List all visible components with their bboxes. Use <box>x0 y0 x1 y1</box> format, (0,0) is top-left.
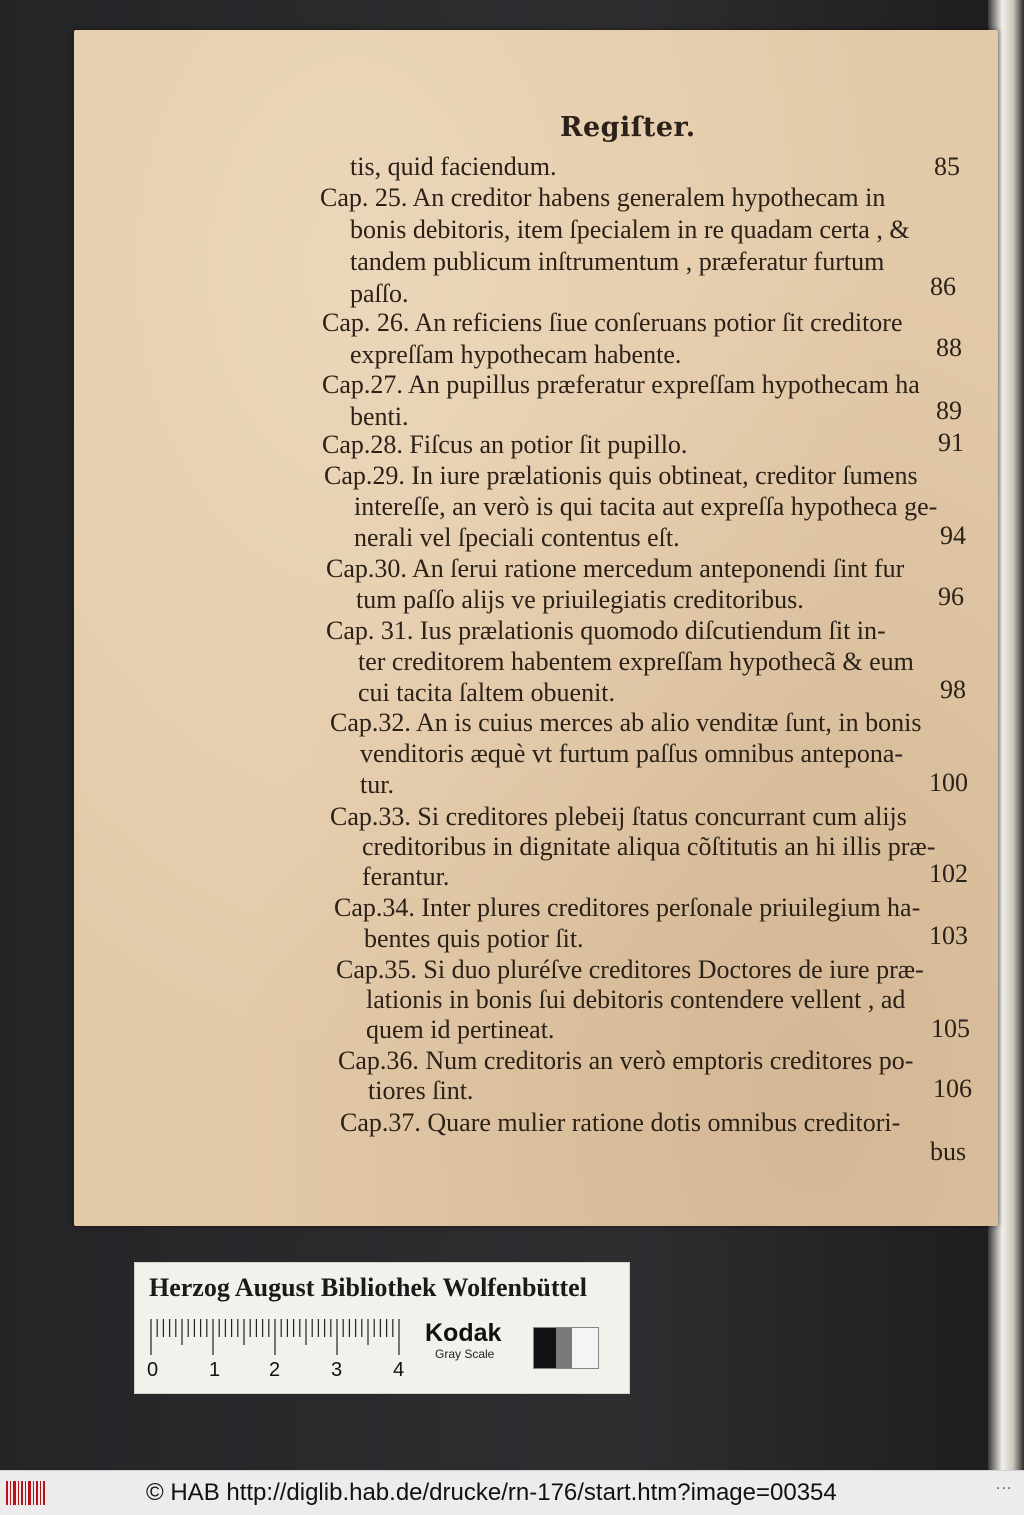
swatch-black <box>534 1328 556 1368</box>
ruler-label: 2 <box>269 1359 281 1381</box>
entry-line: nerali vel ſpeciali contentus eſt. <box>354 523 680 552</box>
gray-scale-swatches <box>533 1327 599 1369</box>
gray-scale-label: Gray Scale <box>435 1347 495 1361</box>
entry-line: Cap.29. In iure prælationis quis obtineat, creditor ſumens <box>324 461 918 490</box>
page-number: 89 <box>936 396 962 425</box>
entry-line: Cap.34. Inter plures creditores perſonale priuilegium ha- <box>334 893 921 922</box>
entry-line: ter creditorem habentem expreſſam hypothecã & eum <box>358 647 914 676</box>
entry-line: Cap.27. An pupillus præferatur expreſſam hypothecam ha <box>322 370 920 399</box>
entry-line: tiores ſint. <box>368 1076 474 1105</box>
copyright-url: © HAB http://diglib.hab.de/drucke/rn-176/start.htm?image=00354 <box>146 1479 837 1506</box>
entry-line: Cap.32. An is cuius merces ab alio venditæ ſunt, in bonis <box>330 708 922 737</box>
ruler-label: 3 <box>331 1359 343 1381</box>
entry-line: cui tacita ſaltem obuenit. <box>358 678 616 707</box>
entry-line: quem id pertineat. <box>366 1015 555 1044</box>
entry-line: Cap.30. An ſerui ratione mercedum anteponendi ſint fur <box>326 554 905 583</box>
entry-line: creditoribus in dignitate aliqua cõſtitutis an hi illis præ- <box>362 832 936 861</box>
entry-line: Cap.35. Si duo pluréſve creditores Doctores de iure præ- <box>336 955 924 984</box>
entry-line: Cap.37. Quare mulier ratione dotis omnibus creditori- <box>340 1108 901 1137</box>
page-number: 105 <box>931 1014 970 1043</box>
ruler-scale <box>149 1317 409 1357</box>
entry-line: ferantur. <box>362 862 450 891</box>
ruler-label: 1 <box>209 1359 221 1381</box>
entry-line: Cap. 31. Ius prælationis quomodo diſcutiendum ſit in- <box>326 616 886 645</box>
entry-line: Cap. 26. An reficiens ſiue conſeruans potior ſit creditore <box>322 308 903 337</box>
entry-line: Cap.33. Si creditores plebeij ſtatus concurrant cum alijs <box>330 802 907 831</box>
page-number: 102 <box>929 859 968 888</box>
entry-line: Cap. 25. An creditor habens generalem hypothecam in <box>320 183 886 212</box>
entry-line: bus <box>930 1137 967 1166</box>
kodak-logo: Kodak <box>425 1319 502 1347</box>
entry-line: bentes quis potior ſit. <box>364 924 584 953</box>
entry-line: expreſſam hypothecam habente. <box>350 340 682 369</box>
barcode-icon <box>6 1477 46 1509</box>
entry-line: tis, quid faciendum. <box>350 152 557 181</box>
swatch-gray <box>556 1328 572 1368</box>
entry-line: venditoris æquè vt furtum paſſus omnibus antepona- <box>360 739 904 768</box>
footer-bar <box>0 1470 1024 1515</box>
ruler-label: 4 <box>393 1359 405 1381</box>
entry-line: benti. <box>350 402 409 431</box>
entry-line: tum paſſo alijs ve priuilegiatis creditoribus. <box>356 585 804 614</box>
entry-line: bonis debitoris, item ſpecialem in re quadam certa , & <box>350 215 910 244</box>
entry-line: lationis in bonis ſui debitoris contendere vellent , ad <box>366 985 906 1014</box>
page-number: 103 <box>929 921 968 950</box>
library-name: Herzog August Bibliothek Wolfenbüttel <box>149 1273 587 1302</box>
page-number: 106 <box>933 1074 972 1103</box>
ruler-label: 0 <box>147 1359 159 1381</box>
swatch-white <box>572 1328 598 1368</box>
entry-line: Cap.28. Fiſcus an potior ſit pupillo. <box>322 430 688 459</box>
entry-line: Cap.36. Num creditoris an verò emptoris creditores po- <box>338 1046 914 1075</box>
page-number: 100 <box>929 768 968 797</box>
entry-line: tur. <box>360 770 394 799</box>
page-number: 88 <box>936 333 962 362</box>
page-header: Regiſter. <box>560 112 696 143</box>
entry-line: paſſo. <box>350 279 409 308</box>
page-number: 85 <box>934 152 960 181</box>
page-number: 98 <box>940 675 966 704</box>
page-number: 91 <box>938 428 964 457</box>
entry-line: tandem publicum inſtrumentum , præferatur furtum <box>350 247 885 276</box>
page-number: 96 <box>938 582 964 611</box>
library-label-card <box>134 1262 630 1394</box>
page-number: 86 <box>930 272 956 301</box>
more-dots-icon: ··· <box>996 1481 1013 1497</box>
page-number: 94 <box>940 521 966 550</box>
entry-line: intereſſe, an verò is qui tacita aut expreſſa hypotheca ge- <box>354 492 938 521</box>
